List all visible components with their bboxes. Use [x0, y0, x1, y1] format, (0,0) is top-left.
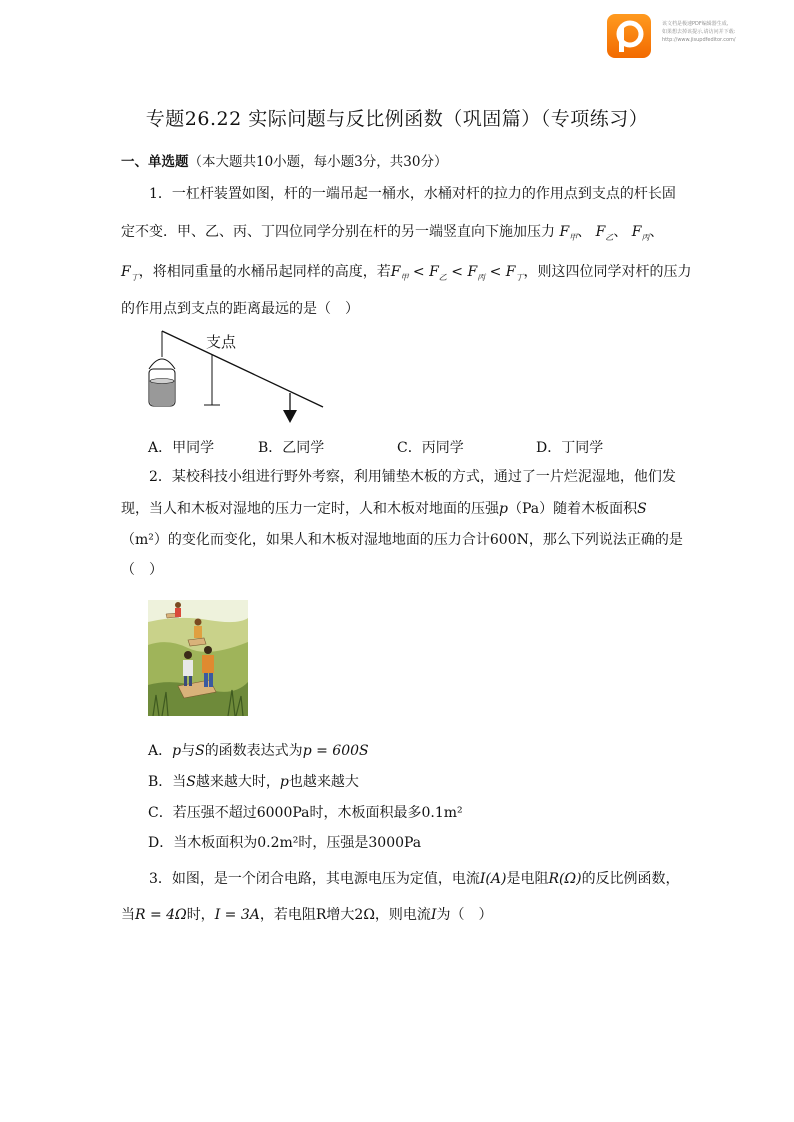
q2-option-a[interactable]: A．p与S的函数表达式为p = 600S	[148, 743, 369, 759]
q1-option-b[interactable]: B．乙同学	[258, 440, 325, 456]
q1-line-4: 的作用点到支点的距离最远的是（ ）	[121, 301, 359, 317]
q2-paren-open: （	[121, 532, 135, 548]
section-header	[121, 150, 447, 170]
q1-option-a[interactable]: A．甲同学	[148, 440, 215, 456]
resistance-value: R = 4Ω	[135, 907, 187, 923]
q2-line-2	[121, 499, 691, 519]
force-ding: $F_丁$	[121, 264, 139, 282]
lever-bar	[162, 331, 323, 407]
p-letter-icon	[607, 14, 651, 58]
q2-line-4: （ ）	[121, 562, 163, 578]
q3-line-1-mid: 是电阻	[506, 871, 549, 887]
watermark-line-1: 该文档是极速PDF编辑器生成,	[662, 21, 729, 27]
force-inequality: $F_甲 < F_乙 < F_丙 < F_丁$	[390, 264, 524, 282]
q2-line-2-text: 现，当人和木板对湿地的压力一定时，人和木板对地面的压强	[121, 501, 499, 517]
section-note: （本大题共10小题，每小题3分，共30分）	[188, 154, 448, 170]
q1-line-3-text: ，将相同重量的水桶吊起同样的高度，若	[138, 264, 391, 280]
q3-line-2-tail: 为（ ）	[436, 907, 493, 923]
q3-line-1	[121, 869, 691, 889]
q3-line-1-text: 3．如图，是一个闭合电路，其电源电压为定值，电流	[149, 871, 480, 887]
q1-line-1: 1．一杠杆装置如图，杆的一端吊起一桶水，水桶对杆的拉力的作用点到支点的杆长固	[149, 186, 676, 202]
watermark-line-3: http://www.jisupdfeditor.com/	[662, 37, 736, 43]
var-s: S	[637, 501, 647, 517]
pdf-editor-logo	[607, 14, 651, 58]
force-bing: $F_丙$	[631, 224, 650, 242]
bucket-handle	[149, 359, 175, 369]
q2-option-c[interactable]: C．若压强不超过6000Pa时，木板面积最多0.1m²	[148, 805, 463, 821]
q1-line-2-text: 定不变．甲、乙、丙、丁四位同学分别在杆的另一端竖直向下施加压力	[121, 224, 555, 240]
q2-option-b[interactable]: B．当S越来越大时，p也越来越大	[148, 774, 359, 790]
watermark-note	[662, 20, 790, 44]
current-var: I	[430, 907, 437, 923]
q2-option-d[interactable]: D．当木板面积为0.2m²时，压强是3000Pa	[148, 835, 422, 851]
q3-line-2-start: 当	[121, 907, 135, 923]
q2-line-3-text: ）的变化而变化，如果人和木板对湿地地面的压力合计600N，那么下列说法正确的是	[153, 532, 683, 548]
current-value: I = 3A	[214, 907, 260, 923]
section-label: 一、单选题	[121, 154, 189, 170]
q1-line-2: 定不变．甲、乙、丙、丁四位同学分别在杆的另一端竖直向下施加压力 $F_甲$、 $F_乙$、 $F_丙$、	[121, 224, 664, 242]
q1-line-3-tail: ，则这四位同学对杆的压力	[523, 264, 692, 280]
q1-option-d[interactable]: D．丁同学	[536, 440, 604, 456]
force-arrow-head	[283, 410, 297, 423]
var-p: p	[499, 501, 508, 517]
page-title: 专题26.22 实际问题与反比例函数（巩固篇）（专项练习）	[145, 108, 649, 130]
q3-line-2-text: ，若电阻R增大2Ω，则电流	[259, 907, 431, 923]
fulcrum-label: 支点	[206, 333, 237, 351]
q3-line-2-mid: 时，	[186, 907, 215, 923]
q2-line-1: 2．某校科技小组进行野外考察，利用铺垫木板的方式，通过了一片烂泥湿地，他们发	[149, 469, 676, 485]
watermark-line-2: 如果想去掉该提示,请访问并下载:	[662, 29, 736, 35]
q1-option-c[interactable]: C．丙同学	[397, 440, 464, 456]
force-jia: $F_甲$	[559, 224, 578, 242]
current-symbol: I(A)	[479, 871, 507, 887]
water-surface	[150, 379, 174, 384]
force-yi: $F_乙$	[595, 224, 614, 242]
resistance-symbol: R(Ω)	[548, 871, 582, 887]
q3-line-2	[121, 905, 691, 925]
unit-m2: m²	[135, 532, 154, 548]
wetland-illustration	[148, 600, 248, 716]
q2-line-3	[121, 530, 691, 550]
bucket-water	[150, 381, 174, 406]
q3-line-1-tail: 的反比例函数，	[581, 871, 680, 887]
lever-figure	[140, 325, 335, 425]
q2-line-2-mid: （Pa）随着木板面积	[507, 501, 638, 517]
q1-line-3	[121, 262, 691, 288]
